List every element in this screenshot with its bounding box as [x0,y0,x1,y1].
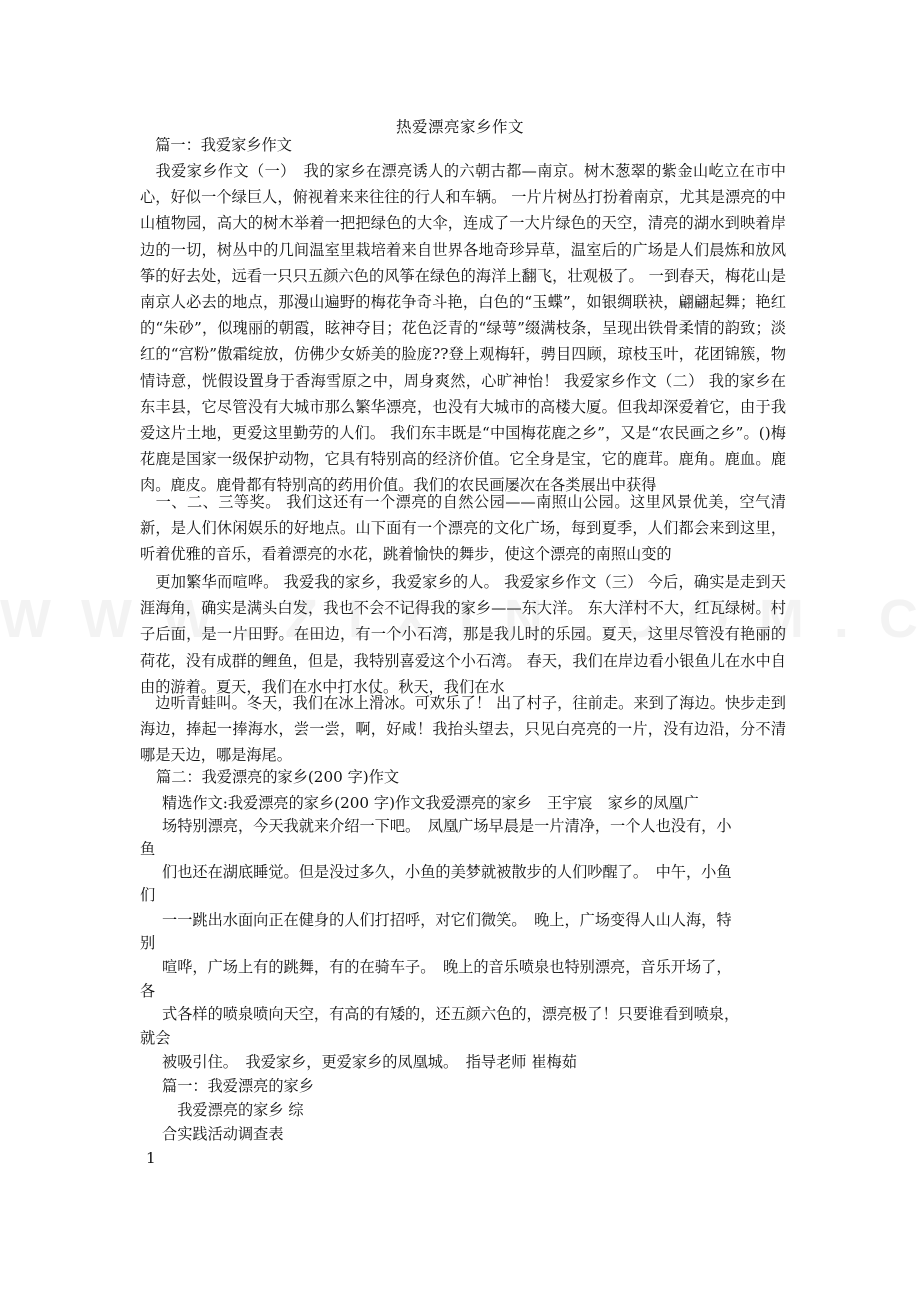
text-line: 我爱漂亮的家乡 综 [162,1101,304,1119]
paragraph: 篇一：我爱家乡作文 [140,136,292,154]
document-title: 热爱漂亮家乡作文 [395,118,524,136]
text-line: 被吸引住。 我爱家乡，更爱家乡的凤凰城。 指导老师 崔梅茹 [162,1053,577,1071]
text-line: 合实践活动调查表 [162,1125,284,1143]
paragraph: 更加繁华而喧哗。 我爱我的家乡，我爱家乡的人。 我爱家乡作文（三） 今后，确实是走到天涯海角，确实是满头白发，我也不会不记得我的家乡——东大洋。 东大洋村不大，红瓦绿树。村子后面，是一片田野。在田边，有一个小石湾，那是我儿时的乐园。夏天，这里尽管没有艳丽的荷花，没有成群的鲤鱼，但是，我特别喜爱这个小石湾。 春天，我们在岸边看小银鱼儿在水中自由的游着。夏天，我们在水中打水仗。秋天，我们在水 [140,573,786,696]
text-line: 一一跳出水面向正在健身的人们打招呼，对它们微笑。 晚上，广场变得人山人海，特 [162,911,732,929]
text-line: 各 [140,982,156,1000]
paragraph: 一、二、三等奖。 我们这还有一个漂亮的自然公园——南照山公园。这里风景优美，空气清新，是人们休闲娱乐的好地点。山下面有一个漂亮的文化广场，每到夏季，人们都会来到这里，听着优雅的音乐，看着漂亮的水花，跳着愉快的舞步，使这个漂亮的南照山变的 [140,493,786,564]
text-line: 鱼 [140,840,156,858]
section-heading: 篇一：我爱漂亮的家乡 [162,1077,314,1095]
text-line: 别 [140,934,156,952]
text-line: 们也还在湖底睡觉。但是没过多久，小鱼的美梦就被散步的人们吵醒了。 中午，小鱼 [162,863,732,881]
text-line: 式各样的喷泉喷向天空，有高的有矮的，还五颜六色的，漂亮极了！只要谁看到喷泉， [162,1005,740,1023]
text-line: 喧哗，广场上有的跳舞，有的在骑车子。 晚上的音乐喷泉也特别漂亮，音乐开场了， [162,958,732,976]
paragraph: 边听青蛙叫。冬天，我们在冰上滑冰。可欢乐了！ 出了村子，往前走。来到了海边。快步走到海边，捧起一捧海水，尝一尝，啊，好咸！我抬头望去，只见白亮亮的一片，没有边沿，分不清哪是天边，哪是海尾。 [140,694,786,765]
paragraph: 我爱家乡作文（一） 我的家乡在漂亮诱人的六朝古都—南京。树木葱翠的紫金山屹立在市中心，好似一个绿巨人，俯视着来来往往的行人和车辆。 一片片树丛打扮着南京，尤其是漂亮的中山植物园，高大的树木举着一把把绿色的大伞，连成了一大片绿色的天空，清亮的湖水到映着岸边的一切，树丛中的几间温室里栽培着来自世界各地奇珍异草，温室后的广场是人们晨炼和放风筝的好去处，远看一只只五颜六色的风筝在绿色的海洋上翻飞，壮观极了。 一到春天，梅花山是南京人必去的地点，那漫山遍野的梅花争奇斗艳，白色的“玉蝶”，如银绸联袂，翩翩起舞；艳红的“朱砂”，似瑰丽的朝霞，眩神夺目；花色泛青的“绿萼”缀满枝条，呈现出铁骨柔情的韵致；淡红的“宫粉”傲霜绽放，仿佛少女娇美的脸庞??登上观梅轩，骋目四顾，琼枝玉叶，花团锦簇，物情诗意，恍假设置身于香海雪原之中，周身爽然，心旷神怡！ 我爱家乡作文（二） 我的家乡在东丰县，它尽管没有大城市那么繁华漂亮，也没有大城市的高楼大厦。但我却深爱着它，由于我爱这片土地，更爱这里勤劳的人们。 我们东丰既是“中国梅花鹿之乡”，又是“农民画之乡”。()梅花鹿是国家一级保护动物，它具有特别高的经济价值。它全身是宝，它的鹿茸。鹿角。鹿血。鹿肉。鹿皮。鹿骨都有特别高的药用价值。我们的农民画屡次在各类展出中获得 [140,162,786,495]
text-line: 场特别漂亮，今天我就来介绍一下吧。 凤凰广场早晨是一片清净，一个人也没有，小 [162,817,732,835]
text-line: 们 [140,886,156,904]
text-line: 精选作文:我爱漂亮的家乡(200 字)作文我爱漂亮的家乡 王宇宸 家乡的凤凰广 [162,794,699,812]
section-heading: 篇二：我爱漂亮的家乡(200 字)作文 [156,768,400,786]
text-line: 就会 [140,1029,171,1047]
page-number: 1 [146,1149,156,1167]
